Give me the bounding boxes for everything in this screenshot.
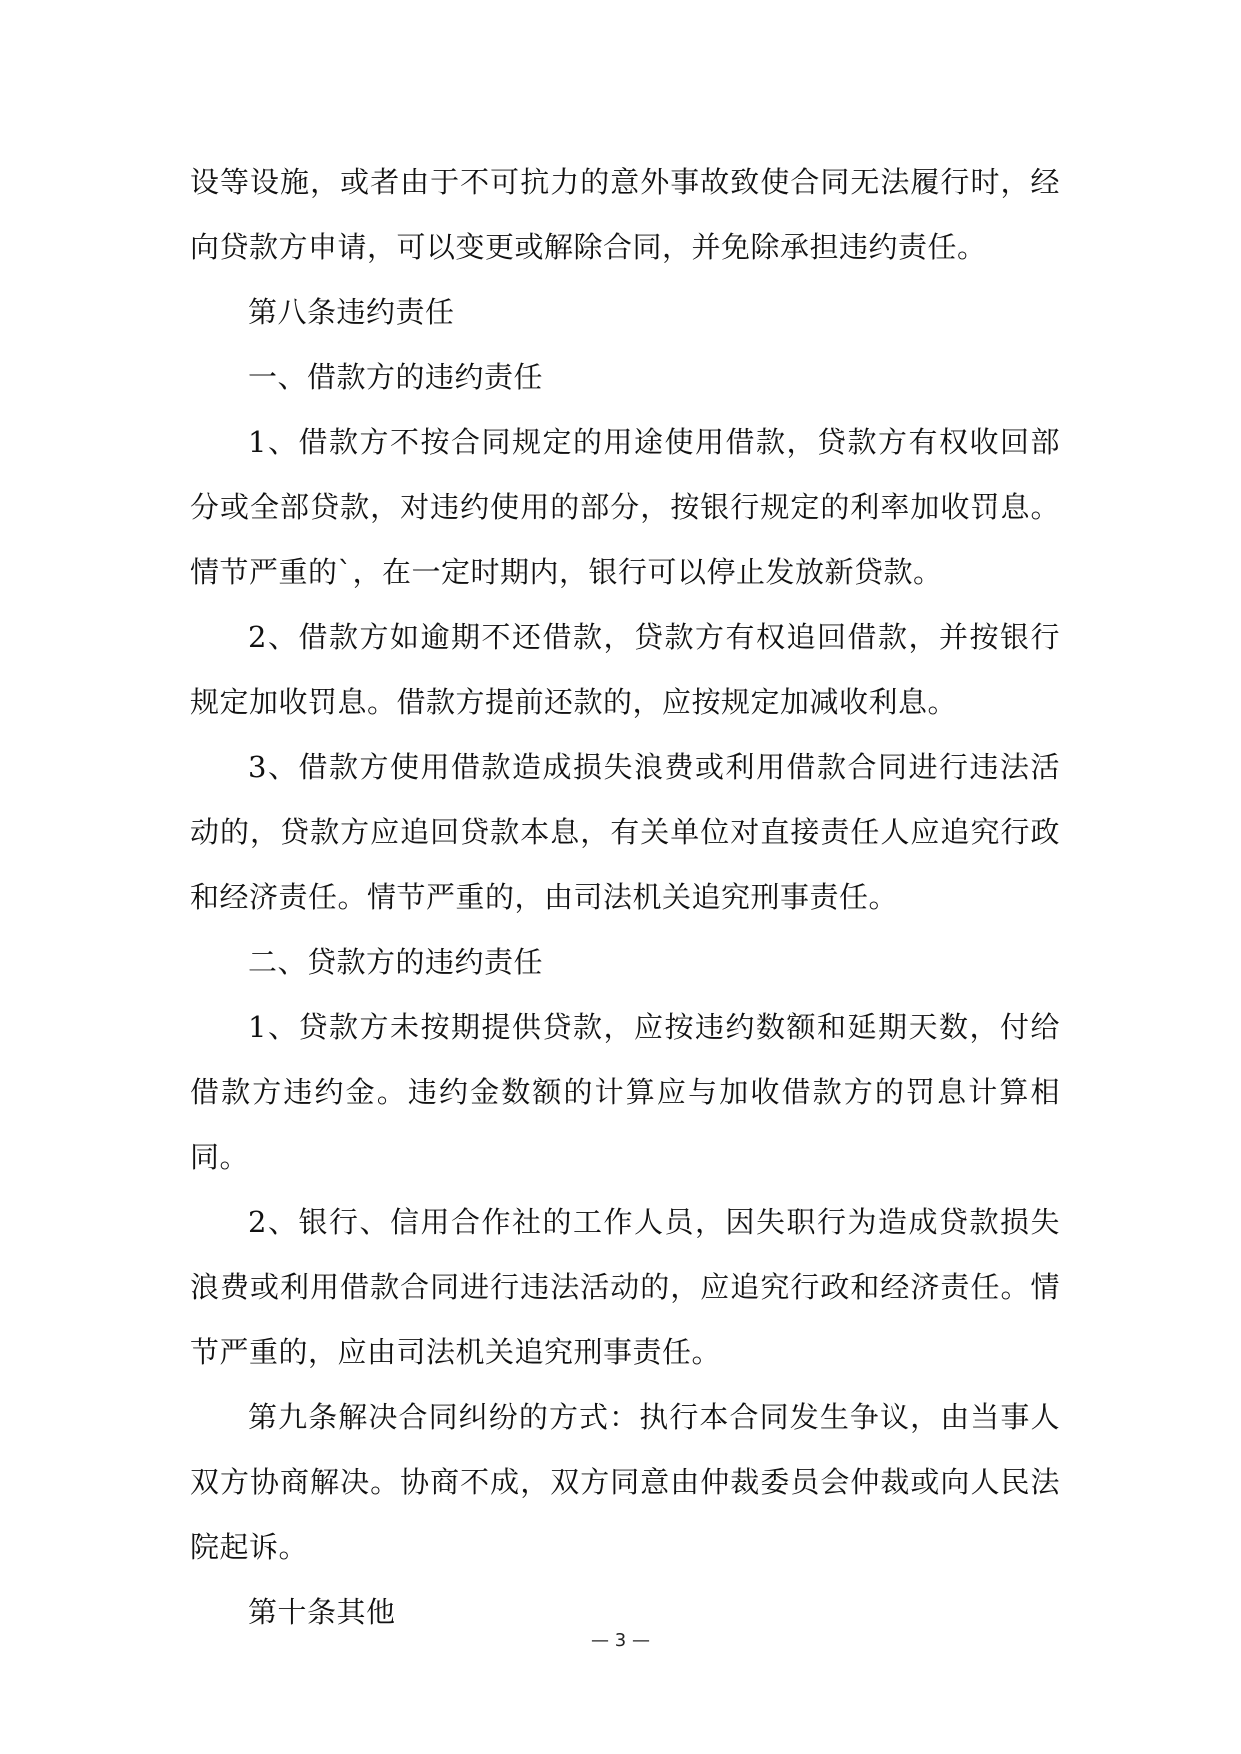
paragraph-continuation: 设等设施，或者由于不可抗力的意外事故致使合同无法履行时，经向贷款方申请，可以变更或解除合同，并免除承担违约责任。 bbox=[190, 165, 1060, 264]
page-number: — 3 — bbox=[591, 1630, 650, 1651]
borrower-clause-1: 1、借款方不按合同规定的用途使用借款，贷款方有权收回部分或全部贷款，对违约使用的部分，按银行规定的利率加收罚息。情节严重的`，在一定时期内，银行可以停止发放新贷款。 bbox=[190, 425, 1060, 589]
borrower-clause-2: 2、借款方如逾期不还借款，贷款方有权追回借款，并按银行规定加收罚息。借款方提前还款的，应按规定加减收利息。 bbox=[190, 620, 1060, 719]
borrower-clause-3: 3、借款方使用借款造成损失浪费或利用借款合同进行违法活动的，贷款方应追回贷款本息，有关单位对直接责任人应追究行政和经济责任。情节严重的，由司法机关追究刑事责任。 bbox=[190, 750, 1060, 914]
article-8-heading: 第八条违约责任 bbox=[248, 295, 455, 329]
section-borrower-liability-heading: 一、借款方的违约责任 bbox=[248, 360, 544, 394]
document-body bbox=[190, 150, 1060, 1645]
lender-clause-2: 2、银行、信用合作社的工作人员，因失职行为造成贷款损失浪费或利用借款合同进行违法活动的，应追究行政和经济责任。情节严重的，应由司法机关追究刑事责任。 bbox=[190, 1205, 1060, 1369]
article-9-dispute-resolution: 第九条解决合同纠纷的方式：执行本合同发生争议，由当事人双方协商解决。协商不成，双方同意由仲裁委员会仲裁或向人民法院起诉。 bbox=[190, 1400, 1060, 1564]
lender-clause-1: 1、贷款方未按期提供贷款，应按违约数额和延期天数，付给借款方违约金。违约金数额的计算应与加收借款方的罚息计算相同。 bbox=[190, 1010, 1060, 1174]
article-10-heading: 第十条其他 bbox=[248, 1595, 396, 1629]
section-lender-liability-heading: 二、贷款方的违约责任 bbox=[248, 945, 544, 979]
